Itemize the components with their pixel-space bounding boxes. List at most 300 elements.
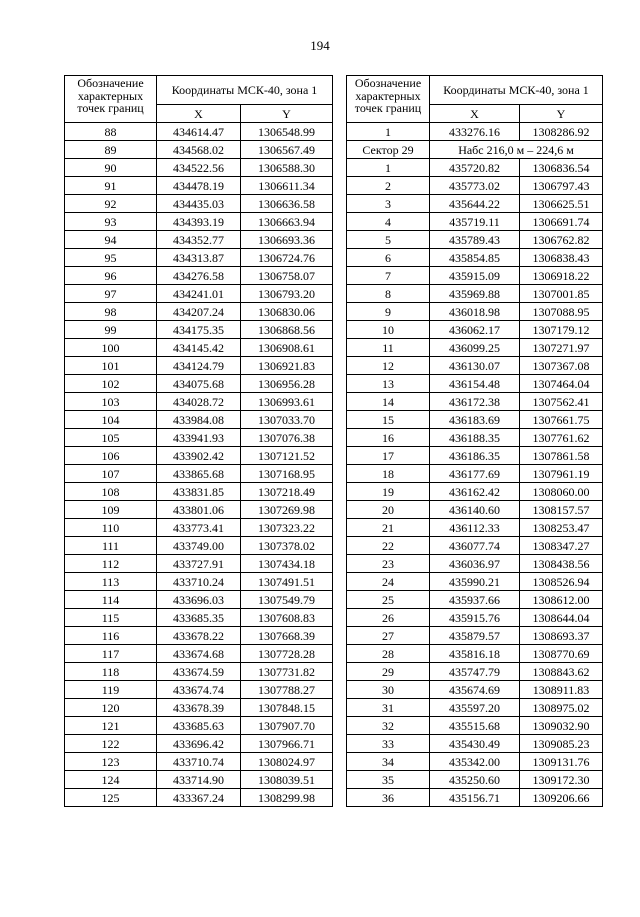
x-cell: 435816.18 — [430, 645, 520, 663]
y-cell: 1307464.04 — [520, 375, 603, 393]
point-id-cell: 99 — [65, 321, 157, 339]
x-cell: 436162.42 — [430, 483, 520, 501]
x-cell: 433831.85 — [157, 483, 241, 501]
y-cell: 1306636.58 — [241, 195, 333, 213]
point-id-cell: 119 — [65, 681, 157, 699]
point-id-cell: 91 — [65, 177, 157, 195]
coordinates-header: Координаты МСК-40, зона 1 — [157, 76, 333, 105]
point-id-cell: 11 — [347, 339, 430, 357]
point-id-cell: 33 — [347, 735, 430, 753]
table-row — [65, 249, 333, 267]
y-cell: 1308770.69 — [520, 645, 603, 663]
table-row — [347, 699, 603, 717]
point-id-cell: 10 — [347, 321, 430, 339]
point-id-cell: 13 — [347, 375, 430, 393]
x-cell: 433902.42 — [157, 447, 241, 465]
x-cell: 433984.08 — [157, 411, 241, 429]
sector-range: Набс 216,0 м – 224,6 м — [430, 141, 603, 159]
y-cell: 1306625.51 — [520, 195, 603, 213]
y-cell: 1306797.43 — [520, 177, 603, 195]
y-cell: 1306567.49 — [241, 141, 333, 159]
point-id-cell: 123 — [65, 753, 157, 771]
x-cell: 435747.79 — [430, 663, 520, 681]
y-cell: 1306921.83 — [241, 357, 333, 375]
y-cell: 1307088.95 — [520, 303, 603, 321]
point-id-cell: 15 — [347, 411, 430, 429]
x-cell: 435156.71 — [430, 789, 520, 807]
y-cell: 1307076.38 — [241, 429, 333, 447]
x-cell: 436183.69 — [430, 411, 520, 429]
point-id-cell: 7 — [347, 267, 430, 285]
table-row — [347, 267, 603, 285]
x-cell: 433276.16 — [430, 123, 520, 141]
table-row — [65, 213, 333, 231]
y-cell: 1308253.47 — [520, 519, 603, 537]
table-row — [65, 321, 333, 339]
table-row — [347, 411, 603, 429]
x-cell: 436177.69 — [430, 465, 520, 483]
y-cell: 1307861.58 — [520, 447, 603, 465]
x-cell: 433749.00 — [157, 537, 241, 555]
x-cell: 435597.20 — [430, 699, 520, 717]
x-cell: 435674.69 — [430, 681, 520, 699]
point-id-cell: 12 — [347, 357, 430, 375]
y-cell: 1306918.22 — [520, 267, 603, 285]
x-cell: 433696.42 — [157, 735, 241, 753]
point-id-cell: 118 — [65, 663, 157, 681]
point-id-cell: 111 — [65, 537, 157, 555]
y-cell: 1307378.02 — [241, 537, 333, 555]
point-id-cell: 17 — [347, 447, 430, 465]
point-id-cell: 5 — [347, 231, 430, 249]
point-id-cell: 9 — [347, 303, 430, 321]
point-id-cell: 97 — [65, 285, 157, 303]
table-row — [347, 627, 603, 645]
table-row — [65, 519, 333, 537]
y-cell: 1308911.83 — [520, 681, 603, 699]
x-cell: 436140.60 — [430, 501, 520, 519]
table-row — [65, 627, 333, 645]
y-cell: 1307661.75 — [520, 411, 603, 429]
y-cell: 1308157.57 — [520, 501, 603, 519]
y-cell: 1306588.30 — [241, 159, 333, 177]
x-cell: 433773.41 — [157, 519, 241, 537]
table-row — [347, 609, 603, 627]
point-id-cell: 109 — [65, 501, 157, 519]
table-row — [347, 195, 603, 213]
x-cell: 435773.02 — [430, 177, 520, 195]
x-cell: 433367.24 — [157, 789, 241, 807]
point-id-cell: 20 — [347, 501, 430, 519]
coordinates-header: Координаты МСК-40, зона 1 — [430, 76, 603, 105]
table-row — [65, 393, 333, 411]
y-cell: 1308039.51 — [241, 771, 333, 789]
point-id-cell: 92 — [65, 195, 157, 213]
table-row — [347, 177, 603, 195]
table-row — [65, 411, 333, 429]
x-cell: 434276.58 — [157, 267, 241, 285]
y-cell: 1307218.49 — [241, 483, 333, 501]
point-id-cell: 30 — [347, 681, 430, 699]
x-cell: 434145.42 — [157, 339, 241, 357]
y-cell: 1308438.56 — [520, 555, 603, 573]
point-id-cell: 1 — [347, 123, 430, 141]
point-id-cell: 117 — [65, 645, 157, 663]
table-row — [347, 231, 603, 249]
x-cell: 433696.03 — [157, 591, 241, 609]
x-cell: 434175.35 — [157, 321, 241, 339]
point-id-cell: 107 — [65, 465, 157, 483]
point-id-cell: 125 — [65, 789, 157, 807]
y-cell: 1306611.34 — [241, 177, 333, 195]
x-cell: 436112.33 — [430, 519, 520, 537]
x-cell: 435915.76 — [430, 609, 520, 627]
table-row — [347, 375, 603, 393]
point-id-cell: 124 — [65, 771, 157, 789]
table-row — [347, 213, 603, 231]
point-id-cell: 100 — [65, 339, 157, 357]
table-row — [65, 177, 333, 195]
x-cell: 435515.68 — [430, 717, 520, 735]
table-row — [347, 717, 603, 735]
y-cell: 1308612.00 — [520, 591, 603, 609]
y-cell: 1306830.06 — [241, 303, 333, 321]
table-row — [347, 123, 603, 141]
point-id-cell: 29 — [347, 663, 430, 681]
y-cell: 1307608.83 — [241, 609, 333, 627]
table-row — [347, 735, 603, 753]
x-cell: 435250.60 — [430, 771, 520, 789]
table-row — [65, 501, 333, 519]
point-id-cell: 8 — [347, 285, 430, 303]
point-id-cell: 4 — [347, 213, 430, 231]
point-id-cell: 21 — [347, 519, 430, 537]
table-row — [65, 303, 333, 321]
y-cell: 1307728.28 — [241, 645, 333, 663]
point-id-cell: 27 — [347, 627, 430, 645]
sector-label: Сектор 29 — [347, 141, 430, 159]
x-cell: 436188.35 — [430, 429, 520, 447]
x-cell: 433685.35 — [157, 609, 241, 627]
x-header: X — [157, 105, 241, 123]
table-row — [65, 609, 333, 627]
table-row — [65, 339, 333, 357]
x-cell: 436172.38 — [430, 393, 520, 411]
x-cell: 434478.19 — [157, 177, 241, 195]
table-row — [347, 339, 603, 357]
point-id-cell: 110 — [65, 519, 157, 537]
table-row — [65, 231, 333, 249]
table-row — [347, 285, 603, 303]
y-cell: 1307966.71 — [241, 735, 333, 753]
table-row — [347, 249, 603, 267]
x-cell: 435879.57 — [430, 627, 520, 645]
x-cell: 436099.25 — [430, 339, 520, 357]
table-row — [65, 141, 333, 159]
table-row — [65, 537, 333, 555]
x-cell: 436036.97 — [430, 555, 520, 573]
coordinates-table-right — [346, 75, 603, 807]
table-row — [347, 519, 603, 537]
y-cell: 1309131.76 — [520, 753, 603, 771]
table-row — [65, 753, 333, 771]
x-cell: 434522.56 — [157, 159, 241, 177]
point-id-cell: 121 — [65, 717, 157, 735]
y-cell: 1307323.22 — [241, 519, 333, 537]
y-cell: 1308347.27 — [520, 537, 603, 555]
point-id-cell: 16 — [347, 429, 430, 447]
point-id-cell: 120 — [65, 699, 157, 717]
table-row — [347, 393, 603, 411]
page-number: 194 — [310, 38, 330, 53]
y-cell: 1307788.27 — [241, 681, 333, 699]
y-cell: 1307121.52 — [241, 447, 333, 465]
y-cell: 1307434.18 — [241, 555, 333, 573]
y-cell: 1307367.08 — [520, 357, 603, 375]
table-row — [65, 195, 333, 213]
y-cell: 1308299.98 — [241, 789, 333, 807]
y-cell: 1306836.54 — [520, 159, 603, 177]
x-cell: 436077.74 — [430, 537, 520, 555]
table-row — [65, 771, 333, 789]
table-row — [65, 267, 333, 285]
x-cell: 434313.87 — [157, 249, 241, 267]
point-id-cell: 106 — [65, 447, 157, 465]
point-id-cell: 34 — [347, 753, 430, 771]
point-id-cell: 18 — [347, 465, 430, 483]
point-id-cell: 105 — [65, 429, 157, 447]
x-cell: 435719.11 — [430, 213, 520, 231]
x-cell: 435915.09 — [430, 267, 520, 285]
x-cell: 433865.68 — [157, 465, 241, 483]
y-cell: 1307761.62 — [520, 429, 603, 447]
x-cell: 433710.74 — [157, 753, 241, 771]
point-id-cell: 102 — [65, 375, 157, 393]
x-cell: 434435.03 — [157, 195, 241, 213]
x-cell: 433801.06 — [157, 501, 241, 519]
x-cell: 436154.48 — [430, 375, 520, 393]
x-cell: 434207.24 — [157, 303, 241, 321]
y-cell: 1306868.56 — [241, 321, 333, 339]
x-cell: 433674.74 — [157, 681, 241, 699]
y-cell: 1307269.98 — [241, 501, 333, 519]
table-row — [347, 771, 603, 789]
x-cell: 433714.90 — [157, 771, 241, 789]
x-cell: 434568.02 — [157, 141, 241, 159]
point-id-cell: 6 — [347, 249, 430, 267]
point-id-cell: 95 — [65, 249, 157, 267]
x-cell: 433710.24 — [157, 573, 241, 591]
table-row — [347, 645, 603, 663]
table-row — [65, 429, 333, 447]
point-id-cell: 114 — [65, 591, 157, 609]
y-cell: 1309085.23 — [520, 735, 603, 753]
point-id-cell: 116 — [65, 627, 157, 645]
x-cell: 433727.91 — [157, 555, 241, 573]
point-id-cell: 36 — [347, 789, 430, 807]
y-header: Y — [520, 105, 603, 123]
sector-row — [347, 141, 603, 159]
x-cell: 433941.93 — [157, 429, 241, 447]
point-id-cell: 35 — [347, 771, 430, 789]
table-row — [65, 285, 333, 303]
point-id-cell: 93 — [65, 213, 157, 231]
point-id-cell: 122 — [65, 735, 157, 753]
table-header-row — [65, 76, 333, 105]
point-id-cell: 14 — [347, 393, 430, 411]
x-cell: 435969.88 — [430, 285, 520, 303]
point-id-cell: 23 — [347, 555, 430, 573]
y-cell: 1307562.41 — [520, 393, 603, 411]
table-row — [347, 159, 603, 177]
y-cell: 1308843.62 — [520, 663, 603, 681]
x-cell: 435854.85 — [430, 249, 520, 267]
table-row — [347, 573, 603, 591]
x-header: X — [430, 105, 520, 123]
point-id-cell: 112 — [65, 555, 157, 573]
x-cell: 436062.17 — [430, 321, 520, 339]
point-id-cell: 2 — [347, 177, 430, 195]
x-cell: 435342.00 — [430, 753, 520, 771]
table-row — [65, 681, 333, 699]
table-row — [65, 699, 333, 717]
x-cell: 435789.43 — [430, 231, 520, 249]
table-row — [65, 573, 333, 591]
point-id-cell: 113 — [65, 573, 157, 591]
y-cell: 1308060.00 — [520, 483, 603, 501]
y-cell: 1307001.85 — [520, 285, 603, 303]
point-id-cell: 94 — [65, 231, 157, 249]
table-row — [347, 321, 603, 339]
x-cell: 433685.63 — [157, 717, 241, 735]
point-id-cell: 3 — [347, 195, 430, 213]
x-cell: 433674.59 — [157, 663, 241, 681]
y-cell: 1307848.15 — [241, 699, 333, 717]
y-cell: 1308693.37 — [520, 627, 603, 645]
point-id-cell: 101 — [65, 357, 157, 375]
y-cell: 1308024.97 — [241, 753, 333, 771]
point-id-cell: 22 — [347, 537, 430, 555]
table-row — [65, 735, 333, 753]
table-row — [65, 789, 333, 807]
x-cell: 434393.19 — [157, 213, 241, 231]
x-cell: 436018.98 — [430, 303, 520, 321]
point-id-cell: 115 — [65, 609, 157, 627]
y-cell: 1308286.92 — [520, 123, 603, 141]
table-row — [65, 159, 333, 177]
y-cell: 1309172.30 — [520, 771, 603, 789]
coordinates-table-left — [64, 75, 333, 807]
x-cell: 433678.22 — [157, 627, 241, 645]
point-id-cell: 24 — [347, 573, 430, 591]
y-cell: 1307491.51 — [241, 573, 333, 591]
x-cell: 434241.01 — [157, 285, 241, 303]
table-row — [347, 663, 603, 681]
y-cell: 1308526.94 — [520, 573, 603, 591]
x-cell: 435430.49 — [430, 735, 520, 753]
table-row — [65, 591, 333, 609]
x-cell: 434614.47 — [157, 123, 241, 141]
x-cell: 433678.39 — [157, 699, 241, 717]
table-row — [347, 483, 603, 501]
y-cell: 1306993.61 — [241, 393, 333, 411]
table-row — [65, 123, 333, 141]
table-row — [347, 303, 603, 321]
point-id-cell: 28 — [347, 645, 430, 663]
point-id-cell: 19 — [347, 483, 430, 501]
table-row — [65, 483, 333, 501]
x-cell: 435937.66 — [430, 591, 520, 609]
y-cell: 1307668.39 — [241, 627, 333, 645]
y-cell: 1307961.19 — [520, 465, 603, 483]
y-cell: 1309206.66 — [520, 789, 603, 807]
point-id-cell: 32 — [347, 717, 430, 735]
table-row — [65, 357, 333, 375]
point-id-cell: 31 — [347, 699, 430, 717]
table-row — [347, 591, 603, 609]
point-id-cell: 96 — [65, 267, 157, 285]
y-cell: 1306693.36 — [241, 231, 333, 249]
point-id-cell: 103 — [65, 393, 157, 411]
designation-header: Обозначение характерных точек границ — [65, 76, 157, 123]
table-row — [347, 753, 603, 771]
table-row — [347, 501, 603, 519]
point-id-cell: 108 — [65, 483, 157, 501]
point-id-cell: 104 — [65, 411, 157, 429]
y-cell: 1309032.90 — [520, 717, 603, 735]
y-cell: 1306793.20 — [241, 285, 333, 303]
table-row — [65, 555, 333, 573]
y-cell: 1306724.76 — [241, 249, 333, 267]
y-cell: 1307033.70 — [241, 411, 333, 429]
table-row — [65, 447, 333, 465]
y-cell: 1307549.79 — [241, 591, 333, 609]
y-cell: 1306663.94 — [241, 213, 333, 231]
y-cell: 1306762.82 — [520, 231, 603, 249]
table-row — [347, 555, 603, 573]
point-id-cell: 98 — [65, 303, 157, 321]
table-row — [347, 447, 603, 465]
table-row — [65, 375, 333, 393]
table-row — [347, 681, 603, 699]
point-id-cell: 88 — [65, 123, 157, 141]
y-cell: 1306548.99 — [241, 123, 333, 141]
table-row — [347, 429, 603, 447]
x-cell: 435644.22 — [430, 195, 520, 213]
y-header: Y — [241, 105, 333, 123]
point-id-cell: 90 — [65, 159, 157, 177]
y-cell: 1307271.97 — [520, 339, 603, 357]
table-row — [347, 789, 603, 807]
x-cell: 436130.07 — [430, 357, 520, 375]
x-cell: 434352.77 — [157, 231, 241, 249]
y-cell: 1308975.02 — [520, 699, 603, 717]
y-cell: 1308644.04 — [520, 609, 603, 627]
table-row — [65, 717, 333, 735]
table-row — [65, 645, 333, 663]
designation-header: Обозначение характерных точек границ — [347, 76, 430, 123]
y-cell: 1307907.70 — [241, 717, 333, 735]
y-cell: 1306908.61 — [241, 339, 333, 357]
y-cell: 1307731.82 — [241, 663, 333, 681]
x-cell: 435990.21 — [430, 573, 520, 591]
y-cell: 1306956.28 — [241, 375, 333, 393]
point-id-cell: 25 — [347, 591, 430, 609]
point-id-cell: 26 — [347, 609, 430, 627]
y-cell: 1307168.95 — [241, 465, 333, 483]
x-cell: 436186.35 — [430, 447, 520, 465]
table-row — [347, 537, 603, 555]
